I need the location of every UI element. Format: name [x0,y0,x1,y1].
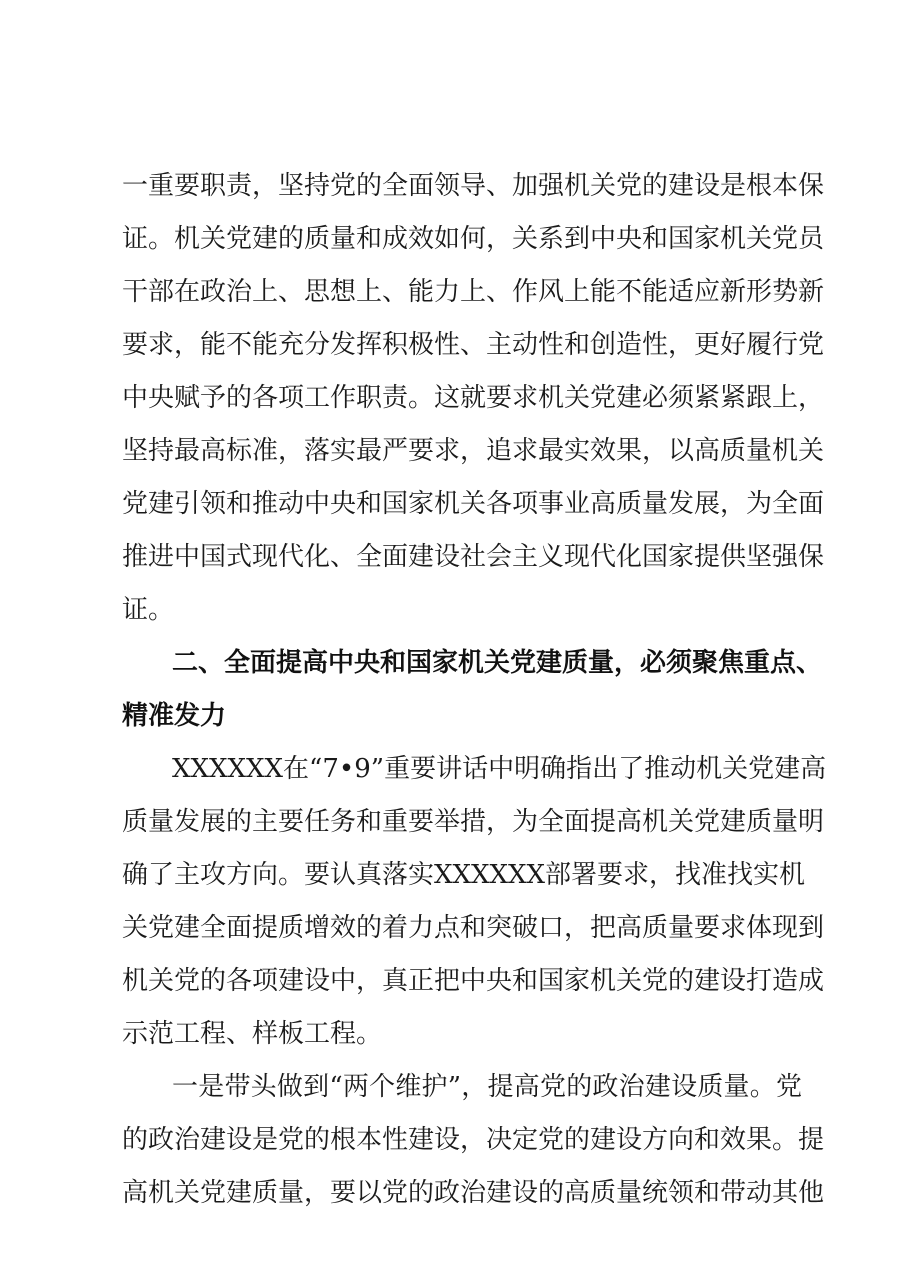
paragraph-line: 示范工程、样板工程。 [122,1019,383,1049]
paragraph-line: 一是带头做到“两个维护”，提高党的政治建设质量。党 [172,1072,802,1102]
paragraph-line: 一重要职责，坚持党的全面领导、加强机关党的建设是根本保 [122,171,825,201]
paragraph-line: 要求，能不能充分发挥积极性、主动性和创造性，更好履行党 [122,330,825,360]
section-heading: 精准发力 [122,701,227,731]
paragraph-line: 机关党的各项建设中，真正把中央和国家机关党的建设打造成 [122,966,825,996]
paragraph-line: XXXXXX在“7•9”重要讲话中明确指出了推动机关党建高 [172,754,827,784]
paragraph-line: 证。机关党建的质量和成效如何，关系到中央和国家机关党员 [122,224,825,254]
paragraph-line: 干部在政治上、思想上、能力上、作风上能不能适应新形势新 [122,277,825,307]
paragraph-line: 党建引领和推动中央和国家机关各项事业高质量发展，为全面 [122,489,825,519]
paragraph-line: 高机关党建质量，要以党的政治建设的高质量统领和带动其他 [122,1178,825,1208]
paragraph-line: 中央赋予的各项工作职责。这就要求机关党建必须紧紧跟上， [122,383,825,413]
paragraph-line: 确了主攻方向。要认真落实XXXXXX部署要求，找准找实机 [122,860,806,890]
paragraph-line: 质量发展的主要任务和重要举措，为全面提高机关党建质量明 [122,807,825,837]
section-heading: 二、全面提高中央和国家机关党建质量，必须聚焦重点、 [172,648,823,678]
paragraph-line: 推进中国式现代化、全面建设社会主义现代化国家提供坚强保 [122,542,825,572]
paragraph-line: 坚持最高标准，落实最严要求，追求最实效果，以高质量机关 [122,436,825,466]
paragraph-line: 关党建全面提质增效的着力点和突破口，把高质量要求体现到 [122,913,825,943]
paragraph-line: 证。 [122,595,175,625]
paragraph-line: 的政治建设是党的根本性建设，决定党的建设方向和效果。提 [122,1125,825,1155]
